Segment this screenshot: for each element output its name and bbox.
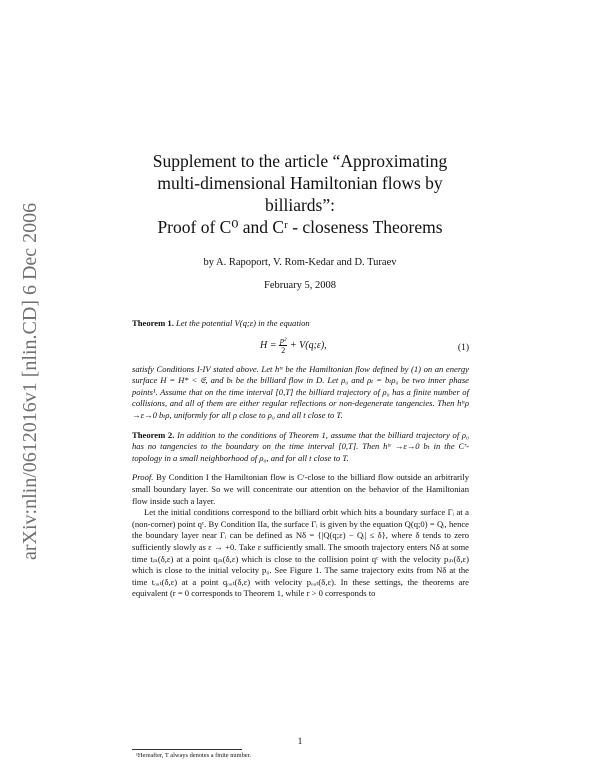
title-line-2: multi-dimensional Hamiltonian flows by <box>157 173 443 193</box>
proof-paragraph-1 <box>132 472 469 507</box>
equation-number: (1) <box>457 342 469 353</box>
theorem-1-intro-text: Let the potential V(q;ε) in the equation <box>176 318 310 328</box>
title-line-3: billiards”: <box>265 195 335 215</box>
proof-paragraph-1-text: By Condition I the Hamiltonian flow is Cʳ-close to the billiard flow outside an arbitrarily small boundary layer. So we will concentrate our attention on the behavior of the Hamiltonian flow inside such a layer. <box>132 472 469 506</box>
title-line-1: Supplement to the article “Approximating <box>152 151 448 171</box>
authors: by A. Rapoport, V. Rom-Kedar and D. Turaev <box>203 257 397 268</box>
theorem-1-label: Theorem 1. <box>132 318 174 328</box>
proof-paragraph-2: Let the initial conditions correspond to the billiard orbit which hits a boundary surface Γᵢ at a (non-corner) point qᶜ. By Condition IIa, the surface Γᵢ is given by the equation Q(q;0) = Qᵢ, hence the boundary layer near Γᵢ can be defined as Nδ = {|Q(q;ε) − Qᵢ| ≤ δ}, where δ tends to zero sufficiently slowly as ε → +0. Take ε sufficiently small. The smooth trajectory enters Nδ at some time tᵢₙ(δ,ε) at a point qᵢₙ(δ,ε) which is close to the collision point qᶜ with the velocity pᵢₙ(δ,ε) which is close to the initial velocity p₀. See Figure 1. The same trajectory exits from Nδ at the time tₒᵤₜ(δ,ε) at a point qₒᵤₜ(δ,ε) with velocity pₒᵤₜ(δ,ε). In these settings, the theorems are equivalent (r = 0 corresponds to Theorem 1, while r > 0 corresponds to <box>132 507 469 599</box>
theorem-1-intro <box>132 318 469 330</box>
theorem-1-body: satisfy Conditions I-IV stated above. Let hᵗᵋ be the Hamiltonian flow defined by (1) on an energy surface H = H* < 𝔈, and bₜ be the billiard flow in D. Let ρ₀ and ρₜ = bₜρ₀ be two inner phase points¹. Assume that on the time interval [0,T] the billiard trajectory of ρ₀ has a finite number of collisions, and all of them are either regular reflections or non-degenerate tangencies. Then hᵗᵋρ →ε→0 bₜρ, uniformly for all ρ close to ρ₀ and all t close to T. <box>132 363 469 420</box>
arxiv-stamp-text: arXiv:nlin/0612016v1 [nlin.CD] 6 Dec 2006 <box>19 202 41 560</box>
paper-title <box>120 150 480 238</box>
date: February 5, 2008 <box>263 280 337 291</box>
arxiv-side-stamp <box>8 20 48 580</box>
equation-rhs: + V(q;ε), <box>289 339 327 351</box>
theorem-2 <box>132 430 469 465</box>
proof-label: Proof. <box>132 472 154 483</box>
body-text <box>132 318 469 600</box>
title-line-4: Proof of C⁰ and Cʳ - closeness Theorems <box>157 217 443 237</box>
fraction-denominator: 2 <box>281 345 286 355</box>
equation-lhs: H = <box>260 339 277 351</box>
page-number: 1 <box>297 737 303 747</box>
equation-fraction <box>279 336 287 355</box>
footnote-rule <box>132 749 242 750</box>
theorem-2-body: In addition to the conditions of Theorem 1, assume that the billiard trajectory of ρ₀ has no tangencies to the boundary on the time interval [0,T]. Then hᵗᵋ →ε→0 bₜ in the Cʳ-topology in a small neighborhood of ρ₀, and for all t close to T. <box>132 429 469 463</box>
fraction-numerator: p² <box>279 335 287 345</box>
theorem-2-label: Theorem 2. <box>132 429 175 440</box>
footnote: ¹Hereafter, T always denotes a finite number. <box>136 752 251 759</box>
equation-1 <box>132 334 469 362</box>
